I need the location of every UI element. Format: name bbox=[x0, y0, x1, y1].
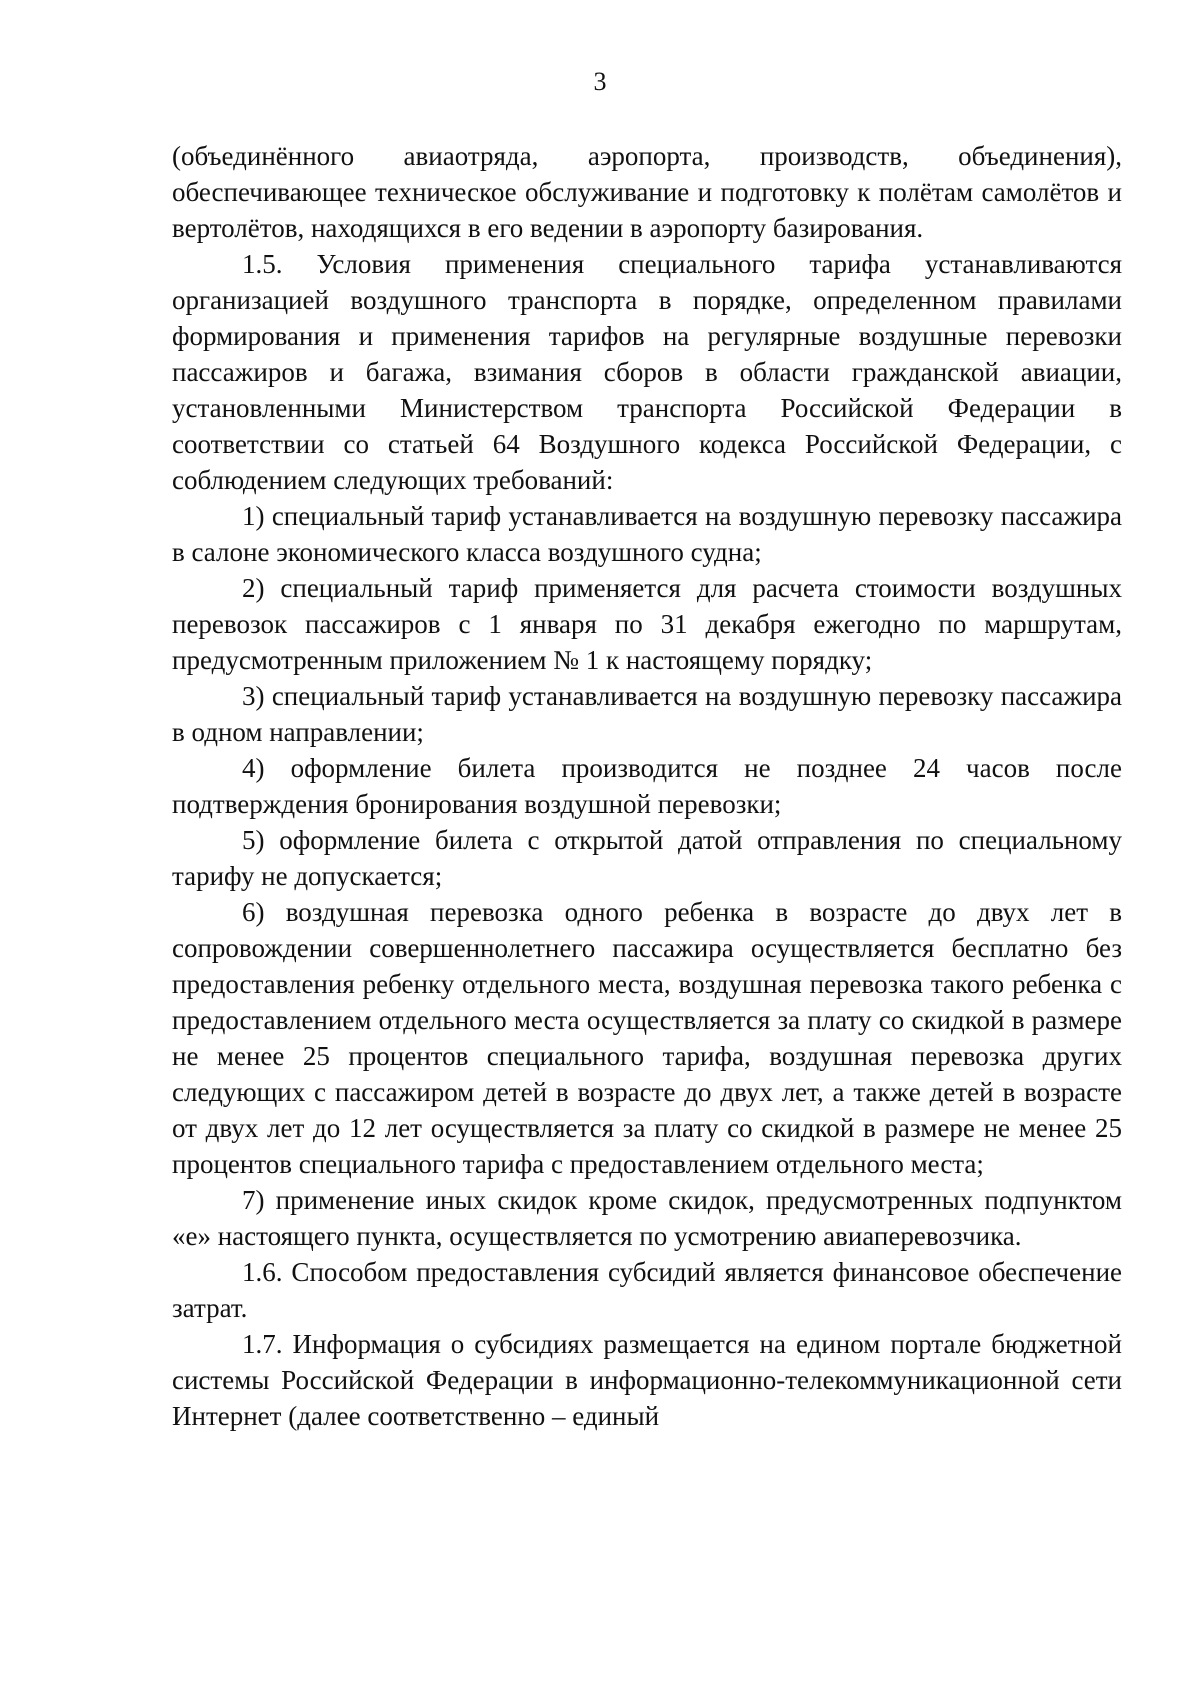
paragraph-item-4: 4) оформление билета производится не позднее 24 часов после подтверждения бронирования воздушной перевозки; bbox=[172, 753, 1122, 819]
paragraph-1-7: 1.7. Информация о субсидиях размещается на едином портале бюджетной системы Российской Федерации в информационно-телекоммуникационной сети Интернет (далее соответственно – единый bbox=[172, 1329, 1122, 1431]
document-body bbox=[172, 138, 1122, 1434]
paragraph-item-5: 5) оформление билета с открытой датой отправления по специальному тарифу не допускается; bbox=[172, 825, 1122, 891]
page-number: 3 bbox=[593, 67, 607, 96]
paragraph-item-7: 7) применение иных скидок кроме скидок, предусмотренных подпунктом «е» настоящего пункта, осуществляется по усмотрению авиаперевозчика. bbox=[172, 1185, 1122, 1251]
paragraph-1-5: 1.5. Условия применения специального тарифа устанавливаются организацией воздушного транспорта в порядке, определенном правилами формирования и применения тарифов на регулярные воздушные перевозки пассажиров и багажа, взимания сборов в области гражданской авиации, установленными Министерством транспорта Российской Федерации в соответствии со статьей 64 Воздушного кодекса Российской Федерации, с соблюдением следующих требований: bbox=[172, 249, 1122, 495]
paragraph-item-6: 6) воздушная перевозка одного ребенка в возрасте до двух лет в сопровождении совершеннолетнего пассажира осуществляется бесплатно без предоставления ребенку отдельного места, воздушная перевозка такого ребенка с предоставлением отдельного места осуществляется за плату со скидкой в размере не менее 25 процентов специального тарифа, воздушная перевозка других следующих с пассажиром детей в возрасте до двух лет, а также детей в возрасте от двух лет до 12 лет осуществляется за плату со скидкой в размере не менее 25 процентов специального тарифа с предоставлением отдельного места; bbox=[172, 897, 1122, 1179]
paragraph-item-1: 1) специальный тариф устанавливается на воздушную перевозку пассажира в салоне экономического класса воздушного судна; bbox=[172, 501, 1122, 567]
paragraph-1-6: 1.6. Способом предоставления субсидий является финансовое обеспечение затрат. bbox=[172, 1257, 1122, 1323]
paragraph-continuation: (объединённого авиаотряда, аэропорта, производств, объединения), обеспечивающее техническое обслуживание и подготовку к полётам самолётов и вертолётов, находящихся в его ведении в аэропорту базирования. bbox=[172, 141, 1122, 243]
paragraph-item-2: 2) специальный тариф применяется для расчета стоимости воздушных перевозок пассажиров с 1 января по 31 декабря ежегодно по маршрутам, предусмотренным приложением № 1 к настоящему порядку; bbox=[172, 573, 1122, 675]
paragraph-item-3: 3) специальный тариф устанавливается на воздушную перевозку пассажира в одном направлении; bbox=[172, 681, 1122, 747]
